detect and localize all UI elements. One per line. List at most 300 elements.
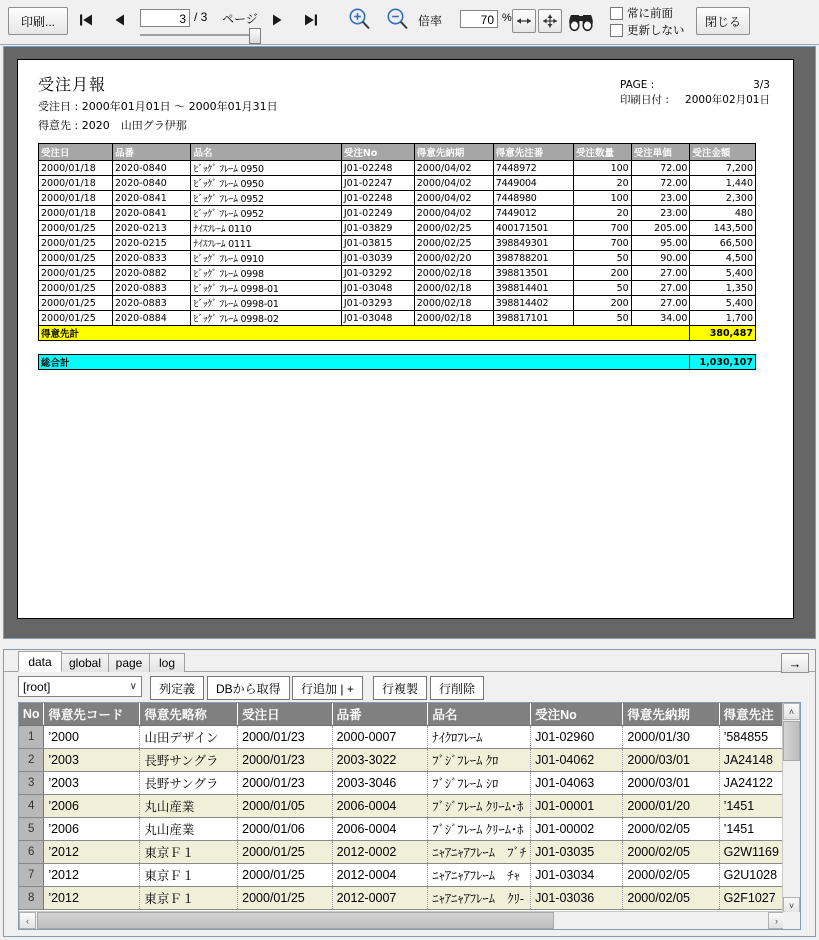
grid-col-no[interactable]: No <box>19 703 44 726</box>
grid-cell[interactable]: 2000/02/05 <box>623 818 719 841</box>
fit-page-button[interactable] <box>538 9 562 33</box>
report-cell: 2020-0840 <box>113 176 191 191</box>
grid-col-item-code[interactable]: 品番 <box>332 703 428 726</box>
report-cell: 398788201 <box>493 251 573 266</box>
arrow-right-icon: → <box>788 655 802 671</box>
fit-width-icon <box>515 14 533 28</box>
grid-cell[interactable]: 2006-0004 <box>332 795 428 818</box>
grid-cell[interactable]: 2000/02/05 <box>623 841 719 864</box>
grid-cell[interactable]: 2000/01/23 <box>238 749 332 772</box>
report-cell: 2020-0841 <box>113 206 191 221</box>
tab-data-label: data <box>28 654 52 669</box>
always-on-top-checkbox-row[interactable] <box>610 5 673 21</box>
grid-cell[interactable]: 2000/03/01 <box>623 772 719 795</box>
data-grid-viewport <box>19 703 784 913</box>
print-button[interactable] <box>8 7 68 35</box>
grid-cell[interactable]: 2000/01/06 <box>238 818 332 841</box>
print-button-label: 印刷... <box>20 14 55 29</box>
grid-cell[interactable]: 2000-0007 <box>332 726 428 749</box>
report-cell: 27.00 <box>631 296 690 311</box>
report-cell: 23.00 <box>631 206 690 221</box>
report-cell: 7449012 <box>493 206 573 221</box>
report-row <box>39 176 756 191</box>
column-definition-button[interactable] <box>150 676 204 700</box>
report-cell: ﾋﾞｯｸﾞ ﾌﾚｰﾑ 0950 <box>191 161 341 176</box>
report-cell: 66,500 <box>690 236 756 251</box>
grid-cell[interactable]: G2U1028 <box>719 864 783 887</box>
grid-cell[interactable]: JA24148 <box>719 749 783 772</box>
panel-splitter[interactable] <box>0 641 819 649</box>
last-page-icon <box>303 12 319 28</box>
grid-cell[interactable]: 2012-0004 <box>332 864 428 887</box>
report-col-qty: 受注数量 <box>573 144 631 161</box>
report-grand-total-row <box>39 355 756 370</box>
grid-cell[interactable]: 2000/01/25 <box>238 864 332 887</box>
report-cell: 1,700 <box>690 311 756 326</box>
report-cell: ﾋﾞｯｸﾞ ﾌﾚｰﾑ 0998-01 <box>191 296 341 311</box>
next-page-button[interactable] <box>265 8 289 32</box>
tab-page-label: page <box>115 656 143 670</box>
tab-global[interactable] <box>61 653 109 672</box>
row-number-cell: 7 <box>19 864 44 887</box>
grid-cell[interactable]: ’2012 <box>44 864 140 887</box>
report-cell: 2020-0840 <box>113 161 191 176</box>
report-cell: 205.00 <box>631 221 690 236</box>
duplicate-row-label: 行複製 <box>382 681 419 696</box>
grid-col-order-date[interactable]: 受注日 <box>238 703 332 726</box>
grid-cell[interactable]: 2000/01/23 <box>238 772 332 795</box>
always-on-top-checkbox[interactable] <box>610 7 623 20</box>
grid-cell[interactable]: G2W1169 <box>719 841 783 864</box>
report-cell: 7448972 <box>493 161 573 176</box>
report-cell: 20 <box>573 176 631 191</box>
grid-col-cust-order[interactable]: 得意先注 <box>719 703 783 726</box>
report-row <box>39 191 756 206</box>
report-cell: 2020-0883 <box>113 281 191 296</box>
first-page-icon <box>78 12 94 28</box>
grid-cell[interactable]: 2000/01/30 <box>623 726 719 749</box>
tab-log[interactable] <box>149 653 185 672</box>
report-cell: 2000/02/25 <box>414 236 493 251</box>
grid-cell[interactable]: ’2000 <box>44 726 140 749</box>
row-number-cell: 6 <box>19 841 44 864</box>
grid-cell[interactable]: ﾌﾞｼﾞﾌﾚｰﾑ ｸﾘｰﾑ･ﾎ <box>428 795 531 818</box>
duplicate-row-button[interactable] <box>373 676 427 700</box>
delete-row-button[interactable] <box>430 676 484 700</box>
report-cell: 2000/02/18 <box>414 266 493 281</box>
report-cell: 95.00 <box>631 236 690 251</box>
zoom-out-button[interactable] <box>384 6 412 34</box>
report-cell: 2000/02/25 <box>414 221 493 236</box>
report-cell: 100 <box>573 161 631 176</box>
report-cell: 2000/02/18 <box>414 311 493 326</box>
report-table-header-row <box>39 144 756 161</box>
grid-cell[interactable]: ’2003 <box>44 772 140 795</box>
report-cell: 50 <box>573 281 631 296</box>
report-cell: 398849301 <box>493 236 573 251</box>
grid-cell[interactable]: ﾌﾞｼﾞﾌﾚｰﾑ ｸﾘｰﾑ･ﾎ <box>428 818 531 841</box>
report-cell: J01-02249 <box>341 206 414 221</box>
grid-cell[interactable]: ﾆｬｱﾆｬｱﾌﾚｰﾑ ｸﾘ- <box>428 887 531 910</box>
report-cell: 400171501 <box>493 221 573 236</box>
grid-cell[interactable]: J01-00002 <box>531 818 623 841</box>
grid-cell[interactable]: 2000/02/05 <box>623 887 719 910</box>
report-grand-total-value: 1,030,107 <box>690 355 756 370</box>
grid-cell[interactable]: ﾌﾞｼﾞﾌﾚｰﾑ ｼﾛ <box>428 772 531 795</box>
data-grid-header-row <box>19 703 784 726</box>
data-grid[interactable] <box>18 702 801 930</box>
report-cell: 2020-0882 <box>113 266 191 281</box>
report-cell: 72.00 <box>631 176 690 191</box>
grid-cell[interactable]: ’1451 <box>719 795 783 818</box>
data-panel <box>3 649 816 937</box>
grid-horizontal-scrollbar[interactable] <box>19 911 785 929</box>
report-print-date-value: 2000年02月01日 <box>685 94 770 106</box>
report-cell: J01-03048 <box>341 311 414 326</box>
report-col-due-date: 得意先納期 <box>414 144 493 161</box>
zoom-in-button[interactable] <box>346 6 374 34</box>
grid-cell[interactable]: ﾅｲｸﾛﾌﾚｰﾑ <box>428 726 531 749</box>
report-cell: 2000/01/18 <box>39 206 113 221</box>
grid-cell[interactable]: ﾆｬｱﾆｬｱﾌﾚｰﾑ ﾌﾞﾁ <box>428 841 531 864</box>
prev-page-icon <box>112 12 128 28</box>
report-grand-total-label: 総合計 <box>39 355 690 370</box>
grid-cell[interactable]: 丸山産業 <box>140 818 238 841</box>
report-cell: J01-03292 <box>341 266 414 281</box>
report-cell: 7448980 <box>493 191 573 206</box>
report-row <box>39 296 756 311</box>
grid-col-item-name[interactable]: 品名 <box>428 703 531 726</box>
report-cell: 398814402 <box>493 296 573 311</box>
report-cell: 398814401 <box>493 281 573 296</box>
tab-global-label: global <box>68 656 102 670</box>
grid-cell[interactable]: 長野サングラ <box>140 749 238 772</box>
report-cell: 7449004 <box>493 176 573 191</box>
grid-cell[interactable]: ’2006 <box>44 795 140 818</box>
report-col-item-code: 品番 <box>113 144 191 161</box>
grid-col-cust-code[interactable]: 得意先コード <box>44 703 140 726</box>
grid-vertical-scrollbar[interactable] <box>782 703 800 914</box>
row-number-cell: 8 <box>19 887 44 910</box>
search-binoculars-button[interactable] <box>566 9 596 33</box>
grid-cell[interactable]: J01-04063 <box>531 772 623 795</box>
horizontal-scroll-thumb[interactable] <box>37 912 554 929</box>
scroll-left-button[interactable] <box>19 912 36 929</box>
binoculars-icon <box>566 9 596 33</box>
report-row <box>39 251 756 266</box>
report-cell: 90.00 <box>631 251 690 266</box>
tab-strip <box>4 650 815 672</box>
add-row-button[interactable] <box>292 676 363 700</box>
first-page-button[interactable] <box>74 8 98 32</box>
report-cell: J01-03039 <box>341 251 414 266</box>
report-cell: 2000/01/25 <box>39 221 113 236</box>
grid-cell[interactable]: 2003-3022 <box>332 749 428 772</box>
page-total-label: / 3 <box>194 10 208 24</box>
grid-cell[interactable]: 2000/01/05 <box>238 795 332 818</box>
report-row <box>39 311 756 326</box>
report-cell: 20 <box>573 206 631 221</box>
report-cell: 2020-0213 <box>113 221 191 236</box>
report-cell: 100 <box>573 191 631 206</box>
report-col-cust-order: 得意先注番 <box>493 144 573 161</box>
report-cell: 1,350 <box>690 281 756 296</box>
tab-page[interactable] <box>108 653 150 672</box>
report-row <box>39 281 756 296</box>
grid-cell[interactable]: JA24122 <box>719 772 783 795</box>
no-update-checkbox[interactable] <box>610 24 623 37</box>
grid-cell[interactable]: ’2003 <box>44 749 140 772</box>
report-content <box>38 72 770 370</box>
grid-cell[interactable]: J01-02960 <box>531 726 623 749</box>
chevron-left-icon: ‹ <box>26 915 29 926</box>
report-cell: ﾅｲｽﾌﾚｰﾑ 0110 <box>191 221 341 236</box>
grid-col-due-date[interactable]: 得意先納期 <box>623 703 719 726</box>
scroll-up-button[interactable] <box>783 703 800 720</box>
magnification-input[interactable]: 70 <box>460 10 498 28</box>
report-col-order-date: 受注日 <box>39 144 113 161</box>
report-cell: 50 <box>573 311 631 326</box>
report-cell: 398817101 <box>493 311 573 326</box>
report-order-date-range: 受注日 : 2000年01月01日 ～ 2000年01月31日 <box>38 100 278 113</box>
report-cell: 27.00 <box>631 266 690 281</box>
page-number-input[interactable]: 3 <box>140 9 190 27</box>
table-row[interactable] <box>19 726 784 749</box>
grid-cell[interactable]: 2006-0004 <box>332 818 428 841</box>
grid-cell[interactable]: 2000/02/05 <box>623 864 719 887</box>
grid-cell[interactable]: 東京Ｆ１ <box>140 841 238 864</box>
report-cell: 2020-0841 <box>113 191 191 206</box>
column-definition-label: 列定義 <box>159 681 196 696</box>
chevron-right-icon: › <box>775 915 778 926</box>
report-cell: 398813501 <box>493 266 573 281</box>
next-page-icon <box>269 12 285 28</box>
report-cell: ﾋﾞｯｸﾞ ﾌﾚｰﾑ 0952 <box>191 206 341 221</box>
print-preview-pane[interactable] <box>3 46 816 639</box>
table-row[interactable] <box>19 772 784 795</box>
grid-scroll-corner <box>783 912 800 929</box>
grid-cell[interactable]: 2000/01/20 <box>623 795 719 818</box>
close-button-label: 閉じる <box>704 14 741 29</box>
report-cell: J01-03815 <box>341 236 414 251</box>
report-cell: 2000/02/20 <box>414 251 493 266</box>
report-cell: 2020-0833 <box>113 251 191 266</box>
zoom-out-icon <box>384 6 412 34</box>
report-page-label: PAGE : <box>620 79 655 91</box>
grid-cell[interactable]: ’2006 <box>44 818 140 841</box>
grid-col-cust-name[interactable]: 得意先略称 <box>140 703 238 726</box>
report-col-unit-price: 受注単価 <box>631 144 690 161</box>
row-number-cell: 4 <box>19 795 44 818</box>
row-number-cell: 1 <box>19 726 44 749</box>
report-customer-total-row <box>39 326 756 341</box>
report-cell: 34.00 <box>631 311 690 326</box>
report-col-amount: 受注金額 <box>690 144 756 161</box>
report-row <box>39 266 756 281</box>
report-cell: 2000/02/18 <box>414 281 493 296</box>
grid-cell[interactable]: ’2012 <box>44 887 140 910</box>
report-row <box>39 221 756 236</box>
report-cell: J01-02247 <box>341 176 414 191</box>
report-page-sheet <box>17 59 794 619</box>
table-row[interactable] <box>19 795 784 818</box>
table-row[interactable] <box>19 864 784 887</box>
grid-cell[interactable]: ﾌﾞｼﾞﾌﾚｰﾑ ｸﾛ <box>428 749 531 772</box>
fit-page-icon <box>541 13 559 29</box>
grid-cell[interactable]: 丸山産業 <box>140 795 238 818</box>
report-cell: 2000/01/25 <box>39 311 113 326</box>
report-cell: J01-03293 <box>341 296 414 311</box>
report-customer: 得意先 : 2020 山田グラ伊那 <box>38 119 187 132</box>
report-cell: 2000/01/25 <box>39 281 113 296</box>
report-cell: ﾋﾞｯｸﾞ ﾌﾚｰﾑ 0950 <box>191 176 341 191</box>
grid-cell[interactable]: 山田デザイン <box>140 726 238 749</box>
report-cell: 5,400 <box>690 266 756 281</box>
report-page-value: 3/3 <box>753 79 770 91</box>
row-number-cell: 5 <box>19 818 44 841</box>
report-cell: 2000/01/25 <box>39 251 113 266</box>
report-cell: 2000/04/02 <box>414 176 493 191</box>
report-title: 受注月報 <box>38 75 107 94</box>
report-cell: J01-03829 <box>341 221 414 236</box>
report-cell: J01-02248 <box>341 191 414 206</box>
tab-data[interactable] <box>18 651 62 672</box>
fetch-from-db-button[interactable] <box>207 676 290 700</box>
add-row-label: 行追加 | + <box>301 681 354 696</box>
report-cell: 2000/01/18 <box>39 161 113 176</box>
grid-cell[interactable]: J01-03035 <box>531 841 623 864</box>
report-cell: 27.00 <box>631 281 690 296</box>
grid-cell[interactable]: ’2012 <box>44 841 140 864</box>
report-cell: 1,440 <box>690 176 756 191</box>
grid-cell[interactable]: G2F1027 <box>719 887 783 910</box>
chevron-down-icon: ˅ <box>788 900 795 911</box>
report-cell: 72.00 <box>631 161 690 176</box>
report-cell: 700 <box>573 236 631 251</box>
report-cell: 2000/01/25 <box>39 296 113 311</box>
grid-cell[interactable]: 2000/01/25 <box>238 887 332 910</box>
chevron-up-icon: ˄ <box>788 706 795 717</box>
report-cell: 2000/04/02 <box>414 206 493 221</box>
close-button[interactable] <box>696 7 750 35</box>
report-cell: 700 <box>573 221 631 236</box>
root-node-select[interactable] <box>18 676 142 697</box>
report-cell: J01-02248 <box>341 161 414 176</box>
no-update-label: 更新しない <box>627 25 685 37</box>
report-cell: ﾋﾞｯｸﾞ ﾌﾚｰﾑ 0998-01 <box>191 281 341 296</box>
magnification-label: 倍率 <box>418 14 443 28</box>
report-row <box>39 206 756 221</box>
chevron-down-icon: ∨ <box>129 681 137 692</box>
magnification-percent-label: % <box>502 12 512 24</box>
report-cell: 2000/02/18 <box>414 296 493 311</box>
report-cell: 50 <box>573 251 631 266</box>
vertical-scroll-thumb[interactable] <box>783 721 800 761</box>
report-customer-total-value: 380,487 <box>690 326 756 341</box>
grid-cell[interactable]: ﾆｬｱﾆｬｱﾌﾚｰﾑ ﾁｬ <box>428 864 531 887</box>
row-number-cell: 2 <box>19 749 44 772</box>
report-cell: 23.00 <box>631 191 690 206</box>
grid-cell[interactable]: J01-03036 <box>531 887 623 910</box>
grid-cell[interactable]: J01-04062 <box>531 749 623 772</box>
last-page-button[interactable] <box>299 8 323 32</box>
report-cell: 2020-0215 <box>113 236 191 251</box>
grid-cell[interactable]: 2000/01/23 <box>238 726 332 749</box>
report-cell: 2000/01/25 <box>39 236 113 251</box>
page-slider-thumb[interactable] <box>249 28 261 44</box>
prev-page-button[interactable] <box>108 8 132 32</box>
report-col-item-name: 品名 <box>191 144 341 161</box>
grid-cell[interactable]: 長野サングラ <box>140 772 238 795</box>
tab-log-label: log <box>158 656 175 670</box>
report-cell: 2000/01/25 <box>39 266 113 281</box>
report-cell: 2000/04/02 <box>414 161 493 176</box>
table-row[interactable] <box>19 749 784 772</box>
grid-cell[interactable]: 2012-0002 <box>332 841 428 864</box>
report-cell: 2000/04/02 <box>414 191 493 206</box>
report-cell: 5,400 <box>690 296 756 311</box>
report-cell: 7,200 <box>690 161 756 176</box>
report-cell: J01-03048 <box>341 281 414 296</box>
report-cell: ﾅｲｽﾌﾚｰﾑ 0111 <box>191 236 341 251</box>
table-row[interactable] <box>19 887 784 910</box>
root-node-select-value: [root] <box>23 679 51 694</box>
report-cell: ﾋﾞｯｸﾞ ﾌﾚｰﾑ 0952 <box>191 191 341 206</box>
report-row <box>39 236 756 251</box>
report-print-date-label: 印刷日付 : <box>620 94 669 106</box>
report-cell: ﾋﾞｯｸﾞ ﾌﾚｰﾑ 0998 <box>191 266 341 281</box>
grid-cell[interactable]: 2012-0007 <box>332 887 428 910</box>
grid-cell[interactable]: 2003-3046 <box>332 772 428 795</box>
report-row <box>39 161 756 176</box>
page-unit-label: ページ <box>222 12 258 26</box>
delete-row-label: 行削除 <box>439 681 476 696</box>
table-row[interactable] <box>19 818 784 841</box>
grid-cell[interactable]: J01-00001 <box>531 795 623 818</box>
report-col-order-no: 受注No <box>341 144 414 161</box>
always-on-top-label: 常に前面 <box>627 8 673 20</box>
next-tab-arrow-button[interactable] <box>781 653 809 673</box>
report-cell: 2020-0883 <box>113 296 191 311</box>
report-cell: 480 <box>690 206 756 221</box>
fit-width-button[interactable] <box>512 9 536 33</box>
table-row[interactable] <box>19 841 784 864</box>
no-update-checkbox-row[interactable] <box>610 22 685 38</box>
grid-cell[interactable]: J01-03034 <box>531 864 623 887</box>
report-spacer-row <box>39 341 756 355</box>
report-customer-total-label: 得意先計 <box>39 326 690 341</box>
fetch-from-db-label: DBから取得 <box>216 681 281 696</box>
report-cell: 200 <box>573 266 631 281</box>
grid-col-order-no[interactable]: 受注No <box>531 703 623 726</box>
grid-cell[interactable]: ’1451 <box>719 818 783 841</box>
page-slider-track <box>140 34 260 36</box>
grid-cell[interactable]: 2000/01/25 <box>238 841 332 864</box>
report-table <box>38 143 756 370</box>
report-cell: 2000/01/18 <box>39 176 113 191</box>
grid-cell[interactable]: ’584855 <box>719 726 783 749</box>
grid-cell[interactable]: 東京Ｆ１ <box>140 887 238 910</box>
zoom-in-icon <box>346 6 374 34</box>
report-cell: 2,300 <box>690 191 756 206</box>
data-grid-table <box>19 703 784 910</box>
report-cell: 2020-0884 <box>113 311 191 326</box>
report-cell: 200 <box>573 296 631 311</box>
page-slider[interactable] <box>140 31 260 39</box>
grid-cell[interactable]: 2000/03/01 <box>623 749 719 772</box>
report-cell: 2000/01/18 <box>39 191 113 206</box>
grid-cell[interactable]: 東京Ｆ１ <box>140 864 238 887</box>
